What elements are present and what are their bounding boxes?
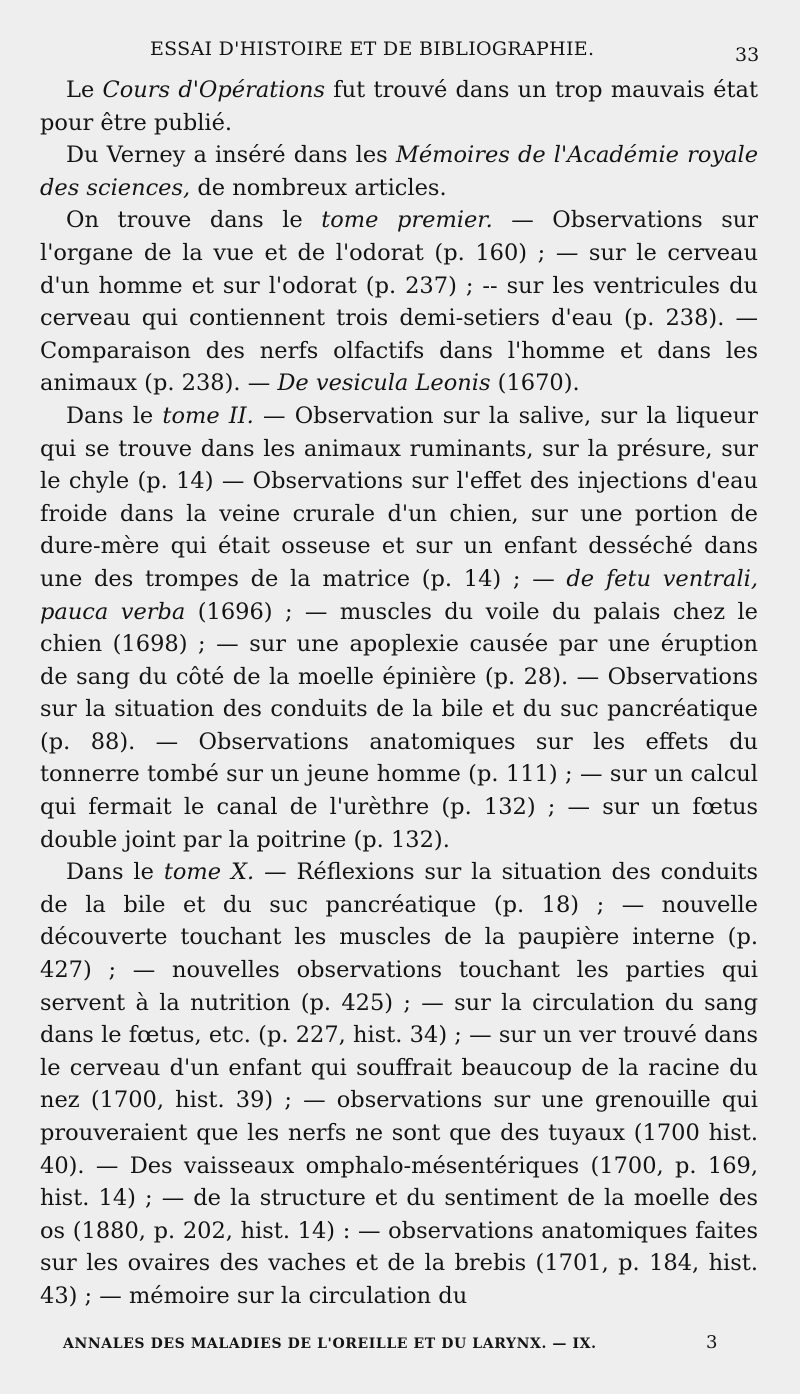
italic-title: Mémoires de l'Académie royale des sciences, — [40, 142, 759, 201]
text-run: — Réflexions sur la situation des conduits de la bile et du suc pancréatique (p. 18) ; — nouvelle découverte touchant les muscles de la paupière interne (p. 427) ; — nouvelles observations touchant les parties qui servent à la nutrition (p. 425) ; — sur la circulation du sang dans le fœtus, etc. (p. 227, hist. 34) ; — sur un ver trouvé dans le cerveau d'un enfant qui souffrait beaucoup de la racine du nez (1700, hist. 39) ; — observations sur une grenouille qui prouveraient que les nerfs ne sont que des tuyaux (1700 hist. 40). — Des vaisseaux omphalo-mésentériques (1700, p. 169, hist. 14) ; — de la structure et du sentiment de la moelle des os (1880, p. 202, hist. 14) : — observations anatomiques faites sur les ovaires des vaches et de la brebis (1701, p. 184, hist. 43) ; — mémoire sur la circulation du — [40, 859, 759, 1309]
text-run: On trouve dans le — [66, 207, 322, 234]
text-run: (1696) ; — muscles du voile du palais chez le chien (1698) ; — sur une apoplexie causée par une éruption de sang du côté de la moelle épinière (p. 28). — Observations sur la situation des conduits de la bile et du suc pancréatique (p. 88). — Observations anatomiques sur les effets du tonnerre tombé sur un jeune homme (p. 111) ; — sur un calcul qui fermait le canal de l'urèthre (p. 132) ; — sur un fœtus double joint par la poitrine (p. 132). — [40, 598, 758, 853]
text-run: de nombreux articles. — [190, 174, 447, 201]
text-run: (1670). — [490, 370, 580, 397]
signature-mark: 3 — [706, 1332, 719, 1353]
text-run: Le — [66, 77, 103, 103]
body-text — [40, 74, 758, 1313]
italic-title: tome II. — [162, 402, 254, 429]
text-run: Dans le — [66, 859, 164, 886]
paragraph-tome-ii — [40, 400, 758, 856]
paragraph-tome-x — [40, 856, 758, 1312]
text-run: — Observations sur l'organe de la vue et de l'odorat (p. 160) ; — sur le cerveau d'un homme et sur l'odorat (p. 237) ; -- sur les ventricules du cerveau qui contiennent trois demi-setiers d'eau (p. 238). — Comparaison des nerfs olfactifs dans l'homme et dans les animaux (p. 238). — — [40, 207, 758, 397]
text-run: fut trouvé dans un trop mauvais état pour être publié. — [40, 77, 758, 136]
paragraph-memoires — [40, 139, 758, 204]
paragraph-cours-operations — [40, 74, 758, 139]
text-run: — Observation sur la salive, sur la liqueur qui se trouve dans les animaux ruminants, sur la présure, sur le chyle (p. 14) — Observations sur l'effet des injections d'eau froide dans la veine crurale d'un chien, sur une portion de dure-mère qui était osseuse et sur un enfant desséché dans une des trompes de la matrice (p. 14) ; — — [40, 402, 758, 592]
italic-title: tome X. — [163, 859, 255, 886]
italic-title: tome premier. — [321, 207, 493, 234]
page-number: 33 — [735, 44, 760, 66]
italic-title: De vesicula Leonis — [277, 370, 491, 397]
page-footer — [63, 1332, 723, 1353]
journal-title: ANNALES DES MALADIES DE L'OREILLE ET DU LARYNX. — IX. — [63, 1336, 597, 1352]
paragraph-tome-premier — [40, 204, 758, 400]
text-run: Dans le — [66, 402, 163, 429]
italic-title: de fetu ventrali, pauca verba — [40, 565, 758, 625]
text-run: Du Verney a inséré dans les — [66, 142, 396, 169]
running-head: ESSAI D'HISTOIRE ET DE BIBLIOGRAPHIE. — [150, 38, 595, 60]
italic-title: Cours d'Opérations — [102, 77, 326, 103]
